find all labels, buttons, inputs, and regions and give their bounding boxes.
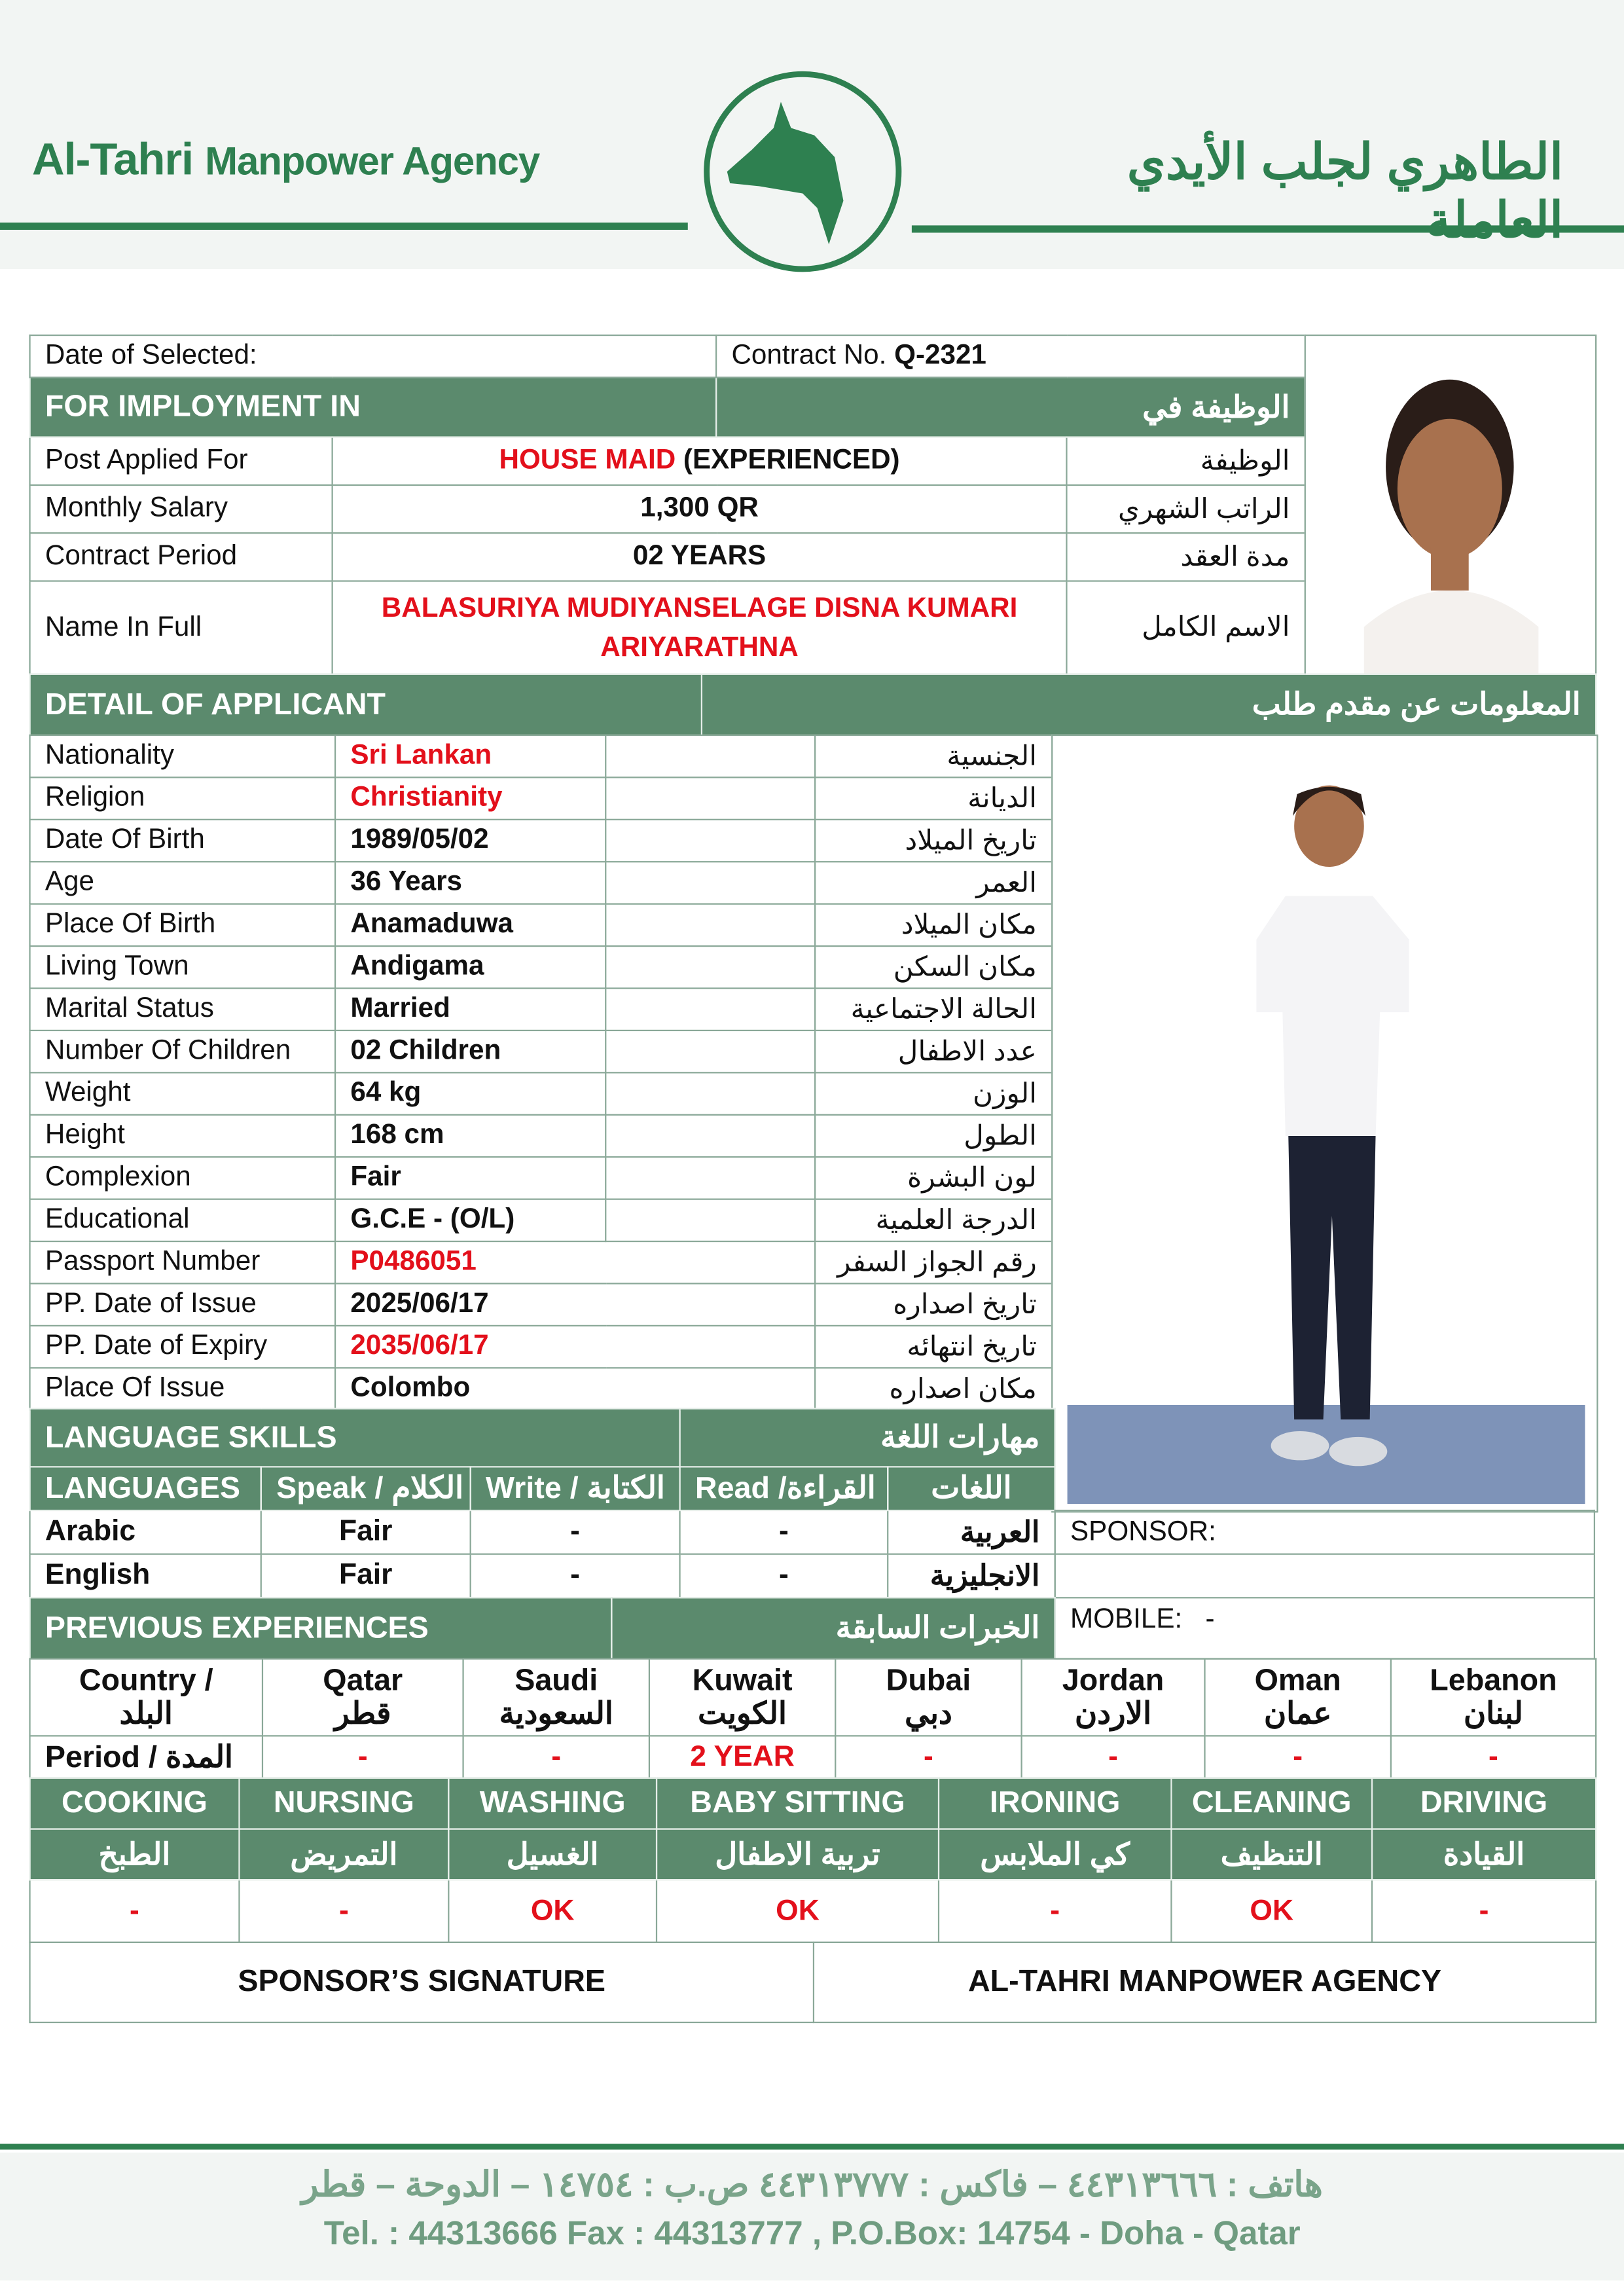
- name-label-ar: الاسم الكامل: [1067, 581, 1305, 674]
- detail-value: Andigama: [335, 946, 605, 988]
- employment-title-ar: الوظيفة في: [716, 377, 1305, 437]
- detail-value: 2035/06/17: [335, 1326, 815, 1368]
- detail-blank: [605, 904, 815, 946]
- sponsor-signature: SPONSOR’S SIGNATURE: [30, 1943, 814, 2022]
- detail-label: Date Of Birth: [30, 820, 336, 862]
- skill-name-ar: التمريض: [239, 1829, 448, 1880]
- experience-header: [29, 1597, 1055, 1660]
- agency-signature: AL-TAHRI MANPOWER AGENCY: [814, 1943, 1596, 2022]
- detail-value: 02 Children: [335, 1031, 605, 1072]
- detail-value: Anamaduwa: [335, 904, 605, 946]
- skill-value: OK: [448, 1880, 657, 1943]
- detail-row: [30, 1283, 1053, 1325]
- detail-blank: [605, 1157, 815, 1199]
- detail-label-ar: مكان اصداره: [815, 1368, 1052, 1410]
- detail-row: [30, 989, 1053, 1031]
- detail-row: [30, 1368, 1053, 1410]
- skill-name-ar: التنظيف: [1171, 1829, 1372, 1880]
- detail-row: [30, 946, 1053, 988]
- language-column-header: Write / الكتابة: [471, 1467, 680, 1510]
- detail-label-ar: لون البشرة: [815, 1157, 1052, 1199]
- language-cell: الانجليزية: [888, 1554, 1055, 1598]
- salary-label-ar: الراتب الشهري: [1067, 485, 1305, 533]
- detail-blank: [605, 946, 815, 988]
- detail-blank: [605, 1199, 815, 1241]
- detail-row: [30, 1072, 1053, 1114]
- detail-label-ar: الديانة: [815, 777, 1052, 819]
- language-cell: -: [471, 1510, 680, 1554]
- detail-label: PP. Date of Expiry: [30, 1326, 336, 1368]
- country-period: -: [1205, 1736, 1391, 1778]
- detail-label-ar: الطول: [815, 1115, 1052, 1157]
- brand-name-en: [32, 134, 539, 186]
- detail-value: Married: [335, 989, 605, 1031]
- detail-value: Colombo: [335, 1368, 815, 1410]
- detail-label: Number Of Children: [30, 1031, 336, 1072]
- detail-value: 64 kg: [335, 1072, 605, 1114]
- contract-period-value: 02 YEARS: [333, 533, 1067, 581]
- brand-name-part: Manpower Agency: [205, 139, 540, 183]
- country-name-ar: دبي: [905, 1697, 952, 1731]
- skill-value: -: [939, 1880, 1171, 1943]
- skill-name: CLEANING: [1171, 1778, 1372, 1829]
- country-period: -: [463, 1736, 649, 1778]
- country-label: Country /: [79, 1664, 213, 1698]
- detail-value: P0486051: [335, 1241, 815, 1283]
- country-name: Jordan: [1062, 1664, 1164, 1698]
- mobile-label: MOBILE:: [1070, 1604, 1183, 1635]
- period-label: Period / المدة: [30, 1736, 262, 1778]
- language-column-header: Read /القراءة: [680, 1467, 888, 1510]
- country-lebanon: [1391, 1659, 1596, 1736]
- detail-row: [30, 820, 1053, 862]
- country-name: Kuwait: [692, 1664, 793, 1698]
- detail-value: 36 Years: [335, 862, 605, 903]
- sponsor-value: [1055, 1554, 1595, 1598]
- country-qatar: [262, 1659, 463, 1736]
- skill-name-ar: الطبخ: [30, 1829, 240, 1880]
- country-period: -: [1391, 1736, 1596, 1778]
- country-name-ar: قطر: [334, 1697, 391, 1731]
- footer-rule: [0, 2144, 1624, 2149]
- detail-label: Educational: [30, 1199, 336, 1241]
- detail-title: DETAIL OF APPLICANT: [30, 674, 702, 735]
- skill-name-ar: الغسيل: [448, 1829, 657, 1880]
- country-period: 2 YEAR: [649, 1736, 835, 1778]
- detail-row: [30, 1157, 1053, 1199]
- detail-label: Religion: [30, 777, 336, 819]
- country-name: Oman: [1254, 1664, 1341, 1698]
- salary-value: 1,300 QR: [333, 485, 1067, 533]
- detail-row: [30, 1241, 1053, 1283]
- language-row: [30, 1554, 1055, 1598]
- post-value-main: HOUSE MAID: [499, 445, 676, 476]
- language-cell: -: [680, 1510, 888, 1554]
- detail-label: Age: [30, 862, 336, 903]
- contract-period-label-ar: مدة العقد: [1067, 533, 1305, 581]
- country-name: Qatar: [323, 1664, 403, 1698]
- post-value: [333, 437, 1067, 485]
- detail-blank: [605, 777, 815, 819]
- country-name: Lebanon: [1430, 1664, 1557, 1698]
- sponsor-table: [1055, 1510, 1595, 1660]
- country-name-ar: عمان: [1264, 1697, 1332, 1731]
- country-name-ar: الاردن: [1074, 1697, 1152, 1731]
- detail-row: [30, 1326, 1053, 1368]
- detail-row: [30, 1199, 1053, 1241]
- skill-value: OK: [657, 1880, 939, 1943]
- country-jordan: [1022, 1659, 1205, 1736]
- skill-name: COOKING: [30, 1778, 240, 1829]
- detail-label: PP. Date of Issue: [30, 1283, 336, 1325]
- skill-value: -: [30, 1880, 240, 1943]
- language-cell: العربية: [888, 1510, 1055, 1554]
- language-title: LANGUAGE SKILLS: [30, 1409, 680, 1467]
- detail-blank: [605, 862, 815, 903]
- detail-value: 2025/06/17: [335, 1283, 815, 1325]
- language-column-header: LANGUAGES: [30, 1467, 261, 1510]
- country-name-ar: السعودية: [499, 1697, 613, 1731]
- language-column-header: Speak / الكلام: [261, 1467, 471, 1510]
- detail-value: 1989/05/02: [335, 820, 605, 862]
- detail-label-ar: رقم الجواز السفر: [815, 1241, 1052, 1283]
- signature-table: [29, 1942, 1597, 2023]
- skill-value: -: [239, 1880, 448, 1943]
- full-name-line: BALASURIYA MUDIYANSELAGE DISNA KUMARI: [381, 593, 1018, 623]
- detail-row: [30, 862, 1053, 903]
- horse-logo-icon: [701, 70, 905, 274]
- contract-period-label: Contract Period: [30, 533, 333, 581]
- skill-name: WASHING: [448, 1778, 657, 1829]
- detail-label-ar: مكان الميلاد: [815, 904, 1052, 946]
- contract-number: Q-2321: [894, 340, 986, 371]
- name-label: Name In Full: [30, 581, 333, 674]
- country-name: Saudi: [514, 1664, 598, 1698]
- detail-label-ar: الوزن: [815, 1072, 1052, 1114]
- detail-label-ar: الجنسية: [815, 735, 1052, 777]
- skill-name: BABY SITTING: [657, 1778, 939, 1829]
- post-label: Post Applied For: [30, 437, 333, 485]
- full-body-image: [1053, 736, 1597, 1511]
- detail-value: Sri Lankan: [335, 735, 605, 777]
- country-label-ar: البلد: [119, 1697, 173, 1731]
- country-name: Dubai: [886, 1664, 971, 1698]
- brand-name-part: Al-Tahri: [31, 134, 194, 185]
- detail-label: Place Of Birth: [30, 904, 336, 946]
- post-value-qualifier: (EXPERIENCED): [683, 445, 900, 476]
- country-name-ar: الكويت: [698, 1697, 787, 1731]
- skill-value: OK: [1171, 1880, 1372, 1943]
- detail-label-ar: تاريخ اصداره: [815, 1283, 1052, 1325]
- portrait-photo: [1305, 335, 1597, 676]
- detail-title-ar: المعلومات عن مقدم طلب: [702, 674, 1596, 735]
- language-cell: -: [471, 1554, 680, 1598]
- country-period: -: [262, 1736, 463, 1778]
- detail-header: [29, 674, 1597, 737]
- detail-value: 168 cm: [335, 1115, 605, 1157]
- contract-label: Contract No.: [731, 340, 887, 371]
- footer-contact-ar: هاتف : ٤٤٣١٣٦٦٦ – فاكس : ٤٤٣١٣٧٧٧ ص.ب : ١٤٧٥٤ – الدوحة – قطر: [301, 2165, 1323, 2205]
- language-cell: Arabic: [30, 1510, 261, 1554]
- experience-title: PREVIOUS EXPERIENCES: [30, 1597, 612, 1658]
- mobile-value: -: [1205, 1604, 1215, 1635]
- detail-value: G.C.E - (O/L): [335, 1199, 605, 1241]
- language-cell: Fair: [261, 1554, 471, 1598]
- detail-table: [29, 735, 1053, 1411]
- portrait-image: [1306, 336, 1595, 675]
- language-cell: English: [30, 1554, 261, 1598]
- language-title-ar: مهارات اللغة: [680, 1409, 1055, 1467]
- language-cell: -: [680, 1554, 888, 1598]
- detail-blank: [605, 1115, 815, 1157]
- skill-value: -: [1372, 1880, 1596, 1943]
- language-cell: Fair: [261, 1510, 471, 1554]
- detail-label-ar: تاريخ الميلاد: [815, 820, 1052, 862]
- detail-label: Living Town: [30, 946, 336, 988]
- detail-label-ar: العمر: [815, 862, 1052, 903]
- detail-label-ar: الحالة الاجتماعية: [815, 989, 1052, 1031]
- contract-cell: [716, 335, 1305, 377]
- detail-row: [30, 1115, 1053, 1157]
- detail-label-ar: مكان السكن: [815, 946, 1052, 988]
- language-row: [30, 1510, 1055, 1554]
- detail-label-ar: الدرجة العلمية: [815, 1199, 1052, 1241]
- country-oman: [1205, 1659, 1391, 1736]
- detail-label: Weight: [30, 1072, 336, 1114]
- detail-blank: [605, 1072, 815, 1114]
- salary-label: Monthly Salary: [30, 485, 333, 533]
- language-table: [29, 1408, 1055, 1598]
- detail-label: Height: [30, 1115, 336, 1157]
- experience-table: [29, 1658, 1597, 1779]
- detail-label: Place Of Issue: [30, 1368, 336, 1410]
- country-kuwait: [649, 1659, 835, 1736]
- skill-name-ar: كي الملابس: [939, 1829, 1171, 1880]
- skill-name-ar: القيادة: [1372, 1829, 1596, 1880]
- detail-label: Complexion: [30, 1157, 336, 1199]
- full-body-photo: [1051, 735, 1598, 1513]
- detail-row: [30, 735, 1053, 777]
- experience-title-ar: الخبرات السابقة: [611, 1597, 1055, 1658]
- sponsor-label: SPONSOR:: [1055, 1510, 1595, 1554]
- country-period: -: [1022, 1736, 1205, 1778]
- employment-title: FOR IMPLOYMENT IN: [30, 377, 717, 437]
- detail-value: Christianity: [335, 777, 605, 819]
- employment-table: [29, 335, 1306, 675]
- detail-value: Fair: [335, 1157, 605, 1199]
- detail-label-ar: تاريخ انتهائه: [815, 1326, 1052, 1368]
- detail-blank: [605, 820, 815, 862]
- full-name: [333, 581, 1067, 674]
- language-column-header: اللغات: [888, 1467, 1055, 1510]
- skill-name-ar: تربية الاطفال: [657, 1829, 939, 1880]
- detail-row: [30, 777, 1053, 819]
- detail-blank: [605, 1031, 815, 1072]
- skill-name: NURSING: [239, 1778, 448, 1829]
- country-name-ar: لبنان: [1464, 1697, 1523, 1731]
- detail-row: [30, 1031, 1053, 1072]
- country-dubai: [835, 1659, 1021, 1736]
- skill-name: DRIVING: [1372, 1778, 1596, 1829]
- skill-name: IRONING: [939, 1778, 1171, 1829]
- country-header: [30, 1659, 262, 1736]
- detail-row: [30, 904, 1053, 946]
- brand-name-ar: الطاهري لجلب الأيدي العاملة: [1127, 135, 1564, 249]
- post-label-ar: الوظيفة: [1067, 437, 1305, 485]
- date-selected-label: Date of Selected:: [30, 335, 717, 377]
- full-name-line: ARIYARATHNA: [600, 632, 799, 663]
- footer-contact-en: Tel. : 44313666 Fax : 44313777 , P.O.Box: 14754 - Doha - Qatar: [323, 2214, 1301, 2252]
- country-saudi: [463, 1659, 649, 1736]
- detail-label: Passport Number: [30, 1241, 336, 1283]
- country-period: -: [835, 1736, 1021, 1778]
- detail-blank: [605, 989, 815, 1031]
- detail-label-ar: عدد الاطفال: [815, 1031, 1052, 1072]
- mobile-cell: [1055, 1597, 1595, 1658]
- detail-label: Marital Status: [30, 989, 336, 1031]
- detail-blank: [605, 735, 815, 777]
- detail-label: Nationality: [30, 735, 336, 777]
- header-rule-left: [0, 223, 688, 230]
- skills-table: [29, 1778, 1597, 1943]
